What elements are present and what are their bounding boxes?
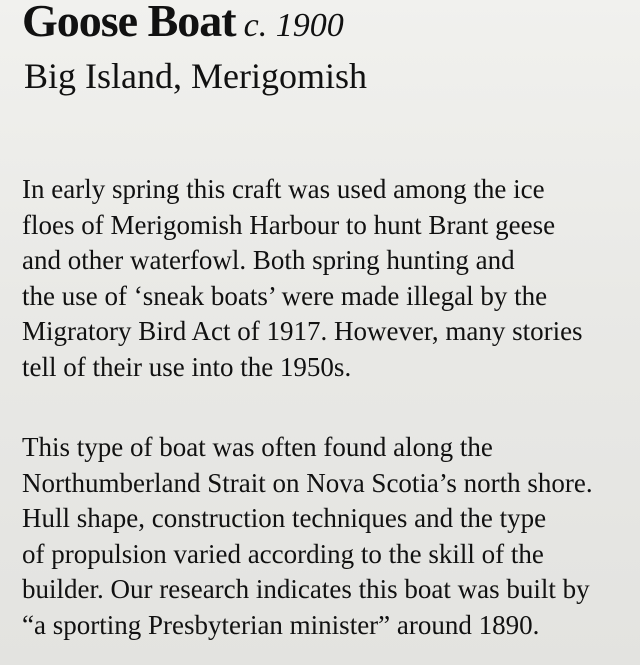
- paragraph-line: the use of ‘sneak boats’ were made illegal by the: [22, 280, 548, 311]
- page-title: Goose Boat: [22, 0, 236, 46]
- paragraph-line: tell of their use into the 1950s.: [22, 351, 352, 382]
- paragraph-line: “a sporting Presbyterian minister” around 1890.: [22, 609, 540, 640]
- paragraph-line: This type of boat was often found along the: [22, 432, 493, 462]
- paragraph-line: builder. Our research indicates this boat was built by: [22, 574, 590, 604]
- paragraph-line: Northumberland Strait on Nova Scotia’s north shore.: [22, 467, 593, 498]
- location-subtitle: Big Island, Merigomish: [24, 56, 367, 96]
- description-paragraph-1: [22, 172, 622, 385]
- paragraph-line: of propulsion varied according to the skill of the: [22, 538, 544, 569]
- paragraph-line: In early spring this craft was used among the ice: [22, 174, 545, 204]
- title-line: [22, 0, 344, 44]
- paragraph-line: Hull shape, construction techniques and the type: [22, 503, 547, 533]
- title-date: c. 1900: [243, 7, 344, 44]
- paragraph-line: floes of Merigomish Harbour to hunt Brant geese: [22, 209, 556, 240]
- paragraph-line: and other waterfowl. Both spring hunting and: [22, 245, 515, 275]
- paragraph-line: Migratory Bird Act of 1917. However, many stories: [22, 316, 583, 346]
- description-paragraph-2: [22, 430, 622, 643]
